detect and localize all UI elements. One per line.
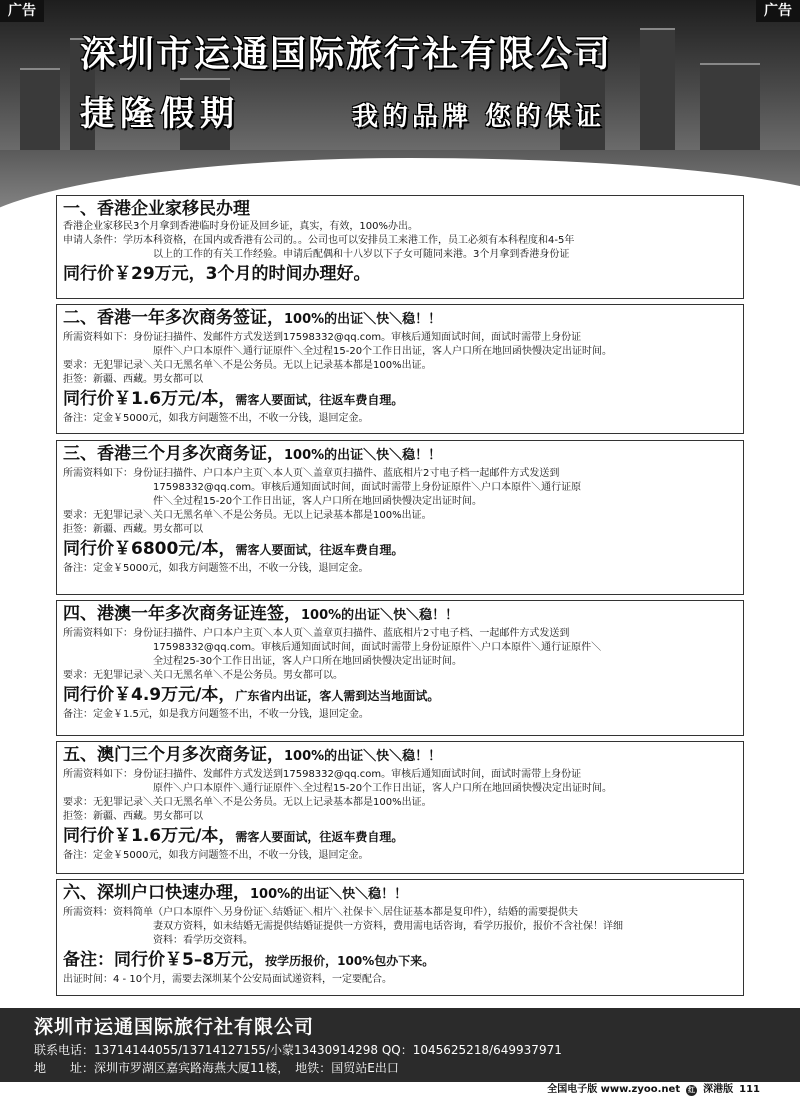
page-number: 111	[739, 1084, 760, 1095]
price-value: 同行价￥6800元/本，	[63, 539, 236, 559]
section-guarantee: 100%的出证＼快＼稳！！	[284, 312, 442, 327]
page-footer	[547, 1083, 760, 1097]
section-detail-line: 17598332@qq.com。审核后通知面试时间，面试时需带上身份证原件＼户口本原件＼通行证原件＼	[153, 642, 602, 653]
building	[20, 68, 60, 150]
section-title	[63, 603, 737, 627]
deposit-note: 备注：定金￥5000元，如我方问题签不出，不收一分钱，退回定金。	[63, 850, 369, 861]
section-detail-line: 要求：无犯罪记录＼关口无黑名单＼不是公务员。无以上记录基本都是100%出证。	[63, 510, 432, 521]
section-detail-line: 所需资料如下：身份证扫描件、户口本户主页＼本人页＼盖章页扫描件、蓝底相片2寸电子档一起邮件方式发送到	[63, 468, 560, 479]
section-title	[63, 882, 737, 906]
section-detail-line: 妻双方资料，如未结婚无需提供结婚证提供一方资料，费用需电话咨询，看学历报价，报价不含社保！详细	[153, 921, 623, 932]
section-guarantee: 100%的出证＼快＼稳！！	[250, 887, 408, 902]
service-section	[56, 304, 744, 434]
section-detail-line: 要求：无犯罪记录＼关口无黑名单＼不是公务员。无以上记录基本都是100%出证。	[63, 360, 432, 371]
ad-tag-left: 广告	[0, 0, 44, 22]
price-note: 需客人要面试，往返车费自理。	[235, 543, 404, 557]
section-detail-line: 香港企业家移民3个月拿到香港临时身份证及回乡证，真实，有效，100%办出。	[63, 221, 418, 232]
price-line	[63, 824, 737, 849]
price-line	[63, 537, 737, 562]
section-guarantee: 100%的出证＼快＼稳！！	[284, 749, 442, 764]
banner	[0, 0, 800, 220]
price-line	[63, 683, 737, 708]
section-title-text: 二、香港一年多次商务签证，	[63, 308, 284, 328]
footer-address: 地 址：深圳市罗湖区嘉宾路海燕大厦11楼， 地铁：国贸站E出口	[34, 1061, 399, 1075]
badge-icon: 红	[688, 1085, 696, 1094]
section-detail-line: 所需资料：资料简单（户口本原件＼另身份证＼结婚证＼相片＼社保卡＼居住证基本都是复印件），结婚的需要提供夫	[63, 907, 578, 918]
section-title-text: 五、澳门三个月多次商务证，	[63, 745, 284, 765]
service-section	[56, 741, 744, 874]
section-detail-line: 件＼全过程15-20个工作日出证，客人户口所在地回函快慢决定出证时间。	[153, 496, 483, 507]
company-title: 深圳市运通国际旅行社有限公司	[80, 34, 613, 75]
section-detail-line: 所需资料如下：身份证扫描件、户口本户主页＼本人页＼盖章页扫描件、蓝底相片2寸电子档、一起邮件方式发送到	[63, 628, 570, 639]
section-title	[63, 198, 737, 220]
building	[640, 28, 675, 150]
price-note: 广东省内出证，客人需到达当地面试。	[235, 689, 440, 703]
section-title-text: 一、香港企业家移民办理	[63, 199, 250, 219]
footer-phone: 联系电话：13714144055/13714127155/小蒙13430914298 QQ：1045625218/649937971	[34, 1043, 562, 1057]
section-guarantee: 100%的出证＼快＼稳！！	[301, 608, 459, 623]
service-section	[56, 195, 744, 299]
section-detail-line: 拒签：新疆、西藏。男女都可以	[63, 374, 203, 385]
section-detail-line: 原件＼户口本原件＼通行证原件＼全过程15-20个工作日出证，客人户口所在地回函快慢决定出证时间。	[153, 783, 613, 794]
ad-tag-right: 广告	[756, 0, 800, 22]
price-line	[63, 387, 737, 412]
section-title	[63, 307, 737, 331]
section-detail-line: 资料：看学历交资料。	[153, 935, 253, 946]
brand-tagline: 我的品牌 您的保证	[352, 102, 606, 132]
price-value: 同行价￥1.6万元/本，	[63, 389, 236, 409]
price-line	[63, 262, 737, 286]
section-detail-line: 申请人条件：学历本科资格，在国内或香港有公司的。。公司也可以安排员工来港工作，员工必须有本科程度和4-5年	[63, 235, 575, 246]
deposit-note: 备注：定金￥5000元，如我方问题签不出，不收一分钱，退回定金。	[63, 563, 369, 574]
section-title	[63, 744, 737, 768]
section-detail-line: 要求：无犯罪记录＼关口无黑名单＼不是公务员。无以上记录基本都是100%出证。	[63, 797, 432, 808]
section-detail-line: 以上的工作的有关工作经验。申请后配偶和十八岁以下子女可随同来港。3个月拿到香港身份证	[153, 249, 570, 260]
price-value: 同行价￥1.6万元/本，	[63, 826, 236, 846]
footer-company: 深圳市运通国际旅行社有限公司	[34, 1016, 315, 1038]
price-note: 需客人要面试，往返车费自理。	[235, 393, 404, 407]
price-note: 按学历报价，100%包办下来。	[265, 954, 435, 968]
price-note: 需客人要面试，往返车费自理。	[235, 830, 404, 844]
section-guarantee: 100%的出证＼快＼稳！！	[284, 448, 442, 463]
deposit-note: 出证时间：4 - 10个月，需要去深圳某个公安局面试递资料，一定要配合。	[63, 974, 393, 985]
edition-label: 深港版	[703, 1084, 734, 1095]
section-detail-line: 拒签：新疆、西藏。男女都可以	[63, 524, 203, 535]
section-detail-line: 全过程25-30个工作日出证，客人户口所在地回函快慢决定出证时间。	[153, 656, 463, 667]
section-detail-line: 17598332@qq.com。审核后通知面试时间，面试时需带上身份证原件＼户口本原件＼通行证原	[153, 482, 582, 493]
site-url: 全国电子版 www.zyoo.net	[547, 1084, 681, 1095]
footer	[0, 1008, 800, 1082]
deposit-note: 备注：定金￥5000元，如我方问题签不出，不收一分钱，退回定金。	[63, 413, 369, 424]
brand-slogan: 捷隆假期	[80, 94, 240, 134]
section-detail-line: 所需资料如下：身份证扫描件、发邮件方式发送到17598332@qq.com。审核后通知面试时间，面试时需带上身份证	[63, 769, 582, 780]
price-line	[63, 948, 737, 973]
service-section	[56, 879, 744, 996]
service-section	[56, 600, 744, 736]
price-value: 备注：同行价￥5–8万元，	[63, 950, 266, 970]
section-title-text: 四、港澳一年多次商务证连签，	[63, 604, 301, 624]
price-value: 同行价￥4.9万元/本，	[63, 685, 236, 705]
section-title-text: 三、香港三个月多次商务证，	[63, 444, 284, 464]
price-value: 同行价￥29万元，3个月的时间办理好。	[63, 264, 371, 284]
section-title	[63, 443, 737, 467]
service-section	[56, 440, 744, 595]
section-detail-line: 要求：无犯罪记录＼关口无黑名单＼不是公务员。男女都可以。	[63, 670, 343, 681]
building	[700, 63, 760, 150]
deposit-note: 备注：定金￥1.5元，如是我方问题签不出，不收一分钱，退回定金。	[63, 709, 369, 720]
section-detail-line: 拒签：新疆、西藏。男女都可以	[63, 811, 203, 822]
section-title-text: 六、深圳户口快速办理，	[63, 883, 250, 903]
section-detail-line: 原件＼户口本原件＼通行证原件＼全过程15-20个工作日出证，客人户口所在地回函快慢决定出证时间。	[153, 346, 613, 357]
section-detail-line: 所需资料如下：身份证扫描件、发邮件方式发送到17598332@qq.com。审核后通知面试时间，面试时需带上身份证	[63, 332, 582, 343]
